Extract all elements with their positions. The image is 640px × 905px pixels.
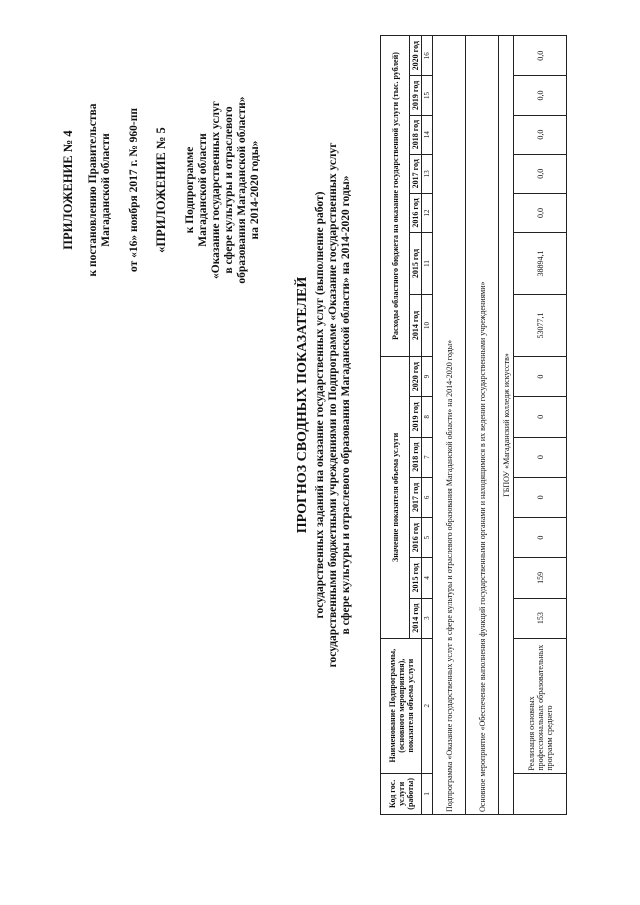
service-name: Реализация основных профессиональных образовательных программ среднего [514,638,567,773]
appendix-title: ПРИЛОЖЕНИЕ № 4 [61,130,75,250]
measure-row [466,36,499,815]
expense-value: 53077,1 [514,295,567,357]
appendix-line: к постановлению Правительства [87,103,99,277]
volume-value: 0 [514,437,567,477]
volume-value: 159 [514,558,567,598]
column-number-row [422,36,433,815]
year-header: 2017 год [410,477,422,517]
header-row [381,36,410,815]
year-header: 2015 год [410,233,422,295]
column-number: 1 [422,773,433,814]
document-title-sub: государственных заданий на оказание государственных услуг (выполнение работ) [314,191,326,619]
subprogram-row [433,36,466,815]
column-number: 14 [422,115,433,154]
year-header: 2014 год [410,295,422,357]
subprogram-title: Подпрограмма «Оказание государственных услуг в сфере культуры и отраслевого образования Магаданской области» на 2014-2020 годы» [433,36,466,815]
institution-row [499,36,514,815]
year-header: 2016 год [410,518,422,558]
volume-value: 0 [514,477,567,517]
year-header: 2019 год [410,76,422,115]
appendix-title-2: «ПРИЛОЖЕНИЕ № 5 [154,127,168,253]
column-number: 15 [422,76,433,115]
volume-value: 153 [514,598,567,638]
header-code: Код гос. услуги (работы) [381,773,422,814]
year-header: 2019 год [410,397,422,437]
document-title [294,95,353,715]
expense-value: 0,0 [514,154,567,193]
volume-value: 0 [514,518,567,558]
appendix-ref: «Оказание государственных услуг [210,101,222,279]
expense-value: 0,0 [514,76,567,115]
table-row [514,36,567,815]
column-number: 3 [422,598,433,638]
column-number: 10 [422,295,433,357]
year-header: 2020 год [410,36,422,76]
appendix-ref: образования Магаданской области» [236,96,248,284]
appendix-block [62,65,262,315]
column-number: 13 [422,154,433,193]
appendix-ref: Магаданской области [197,133,209,247]
column-number: 4 [422,558,433,598]
appendix-ref: к Подпрограмме [184,146,196,234]
expense-value: 0,0 [514,115,567,154]
header-name: Наименование Подпрограммы, (основного мероприятия), показателя объема услуги [381,638,422,773]
header-volume: Значение показателя объема услуги [381,357,410,639]
year-header: 2016 год [410,193,422,232]
column-number: 6 [422,477,433,517]
column-number: 2 [422,638,433,773]
year-header: 2020 год [410,357,422,397]
header-expense: Расходы областного бюджета на оказание государственной услуги (тыс. рублей) [381,36,410,357]
column-number: 7 [422,437,433,477]
volume-value: 0 [514,357,567,397]
appendix-line: Магаданской области [100,133,112,247]
year-header: 2018 год [410,115,422,154]
service-code [514,773,567,814]
appendix-ref: в сфере культуры и отраслевого [223,106,235,274]
expense-value: 0,0 [514,36,567,76]
year-header: 2017 год [410,154,422,193]
document-title-sub: в сфере культуры и отраслевого образования Магаданской области» на 2014-2020 годы» [340,175,352,635]
volume-value: 0 [514,397,567,437]
main-measure-title: Основное мероприятие «Обеспечение выполнения функций государственными органами и находящимися в их ведении государственными учреждениями» [466,36,499,815]
column-number: 12 [422,193,433,232]
year-header: 2018 год [410,437,422,477]
indicators-table [380,35,567,815]
column-number: 16 [422,36,433,76]
document-title-sub: государственными бюджетными учреждениями по Подпрограмме «Оказание государственных услуг [327,142,339,668]
column-number: 8 [422,397,433,437]
document-title-main: ПРОГНОЗ СВОДНЫХ ПОКАЗАТЕЛЕЙ [295,276,310,534]
appendix-ref: на 2014-2020 годы» [249,140,261,240]
column-number: 11 [422,233,433,295]
expense-value: 38894,1 [514,233,567,295]
appendix-date: от «16» ноября 2017 г. № 960-пп [128,108,140,272]
year-header: 2015 год [410,558,422,598]
year-header: 2014 год [410,598,422,638]
column-number: 9 [422,357,433,397]
expense-value: 0,0 [514,193,567,232]
column-number: 5 [422,518,433,558]
institution-title: ГБПОУ «Магаданский колледж искусств» [499,36,514,815]
